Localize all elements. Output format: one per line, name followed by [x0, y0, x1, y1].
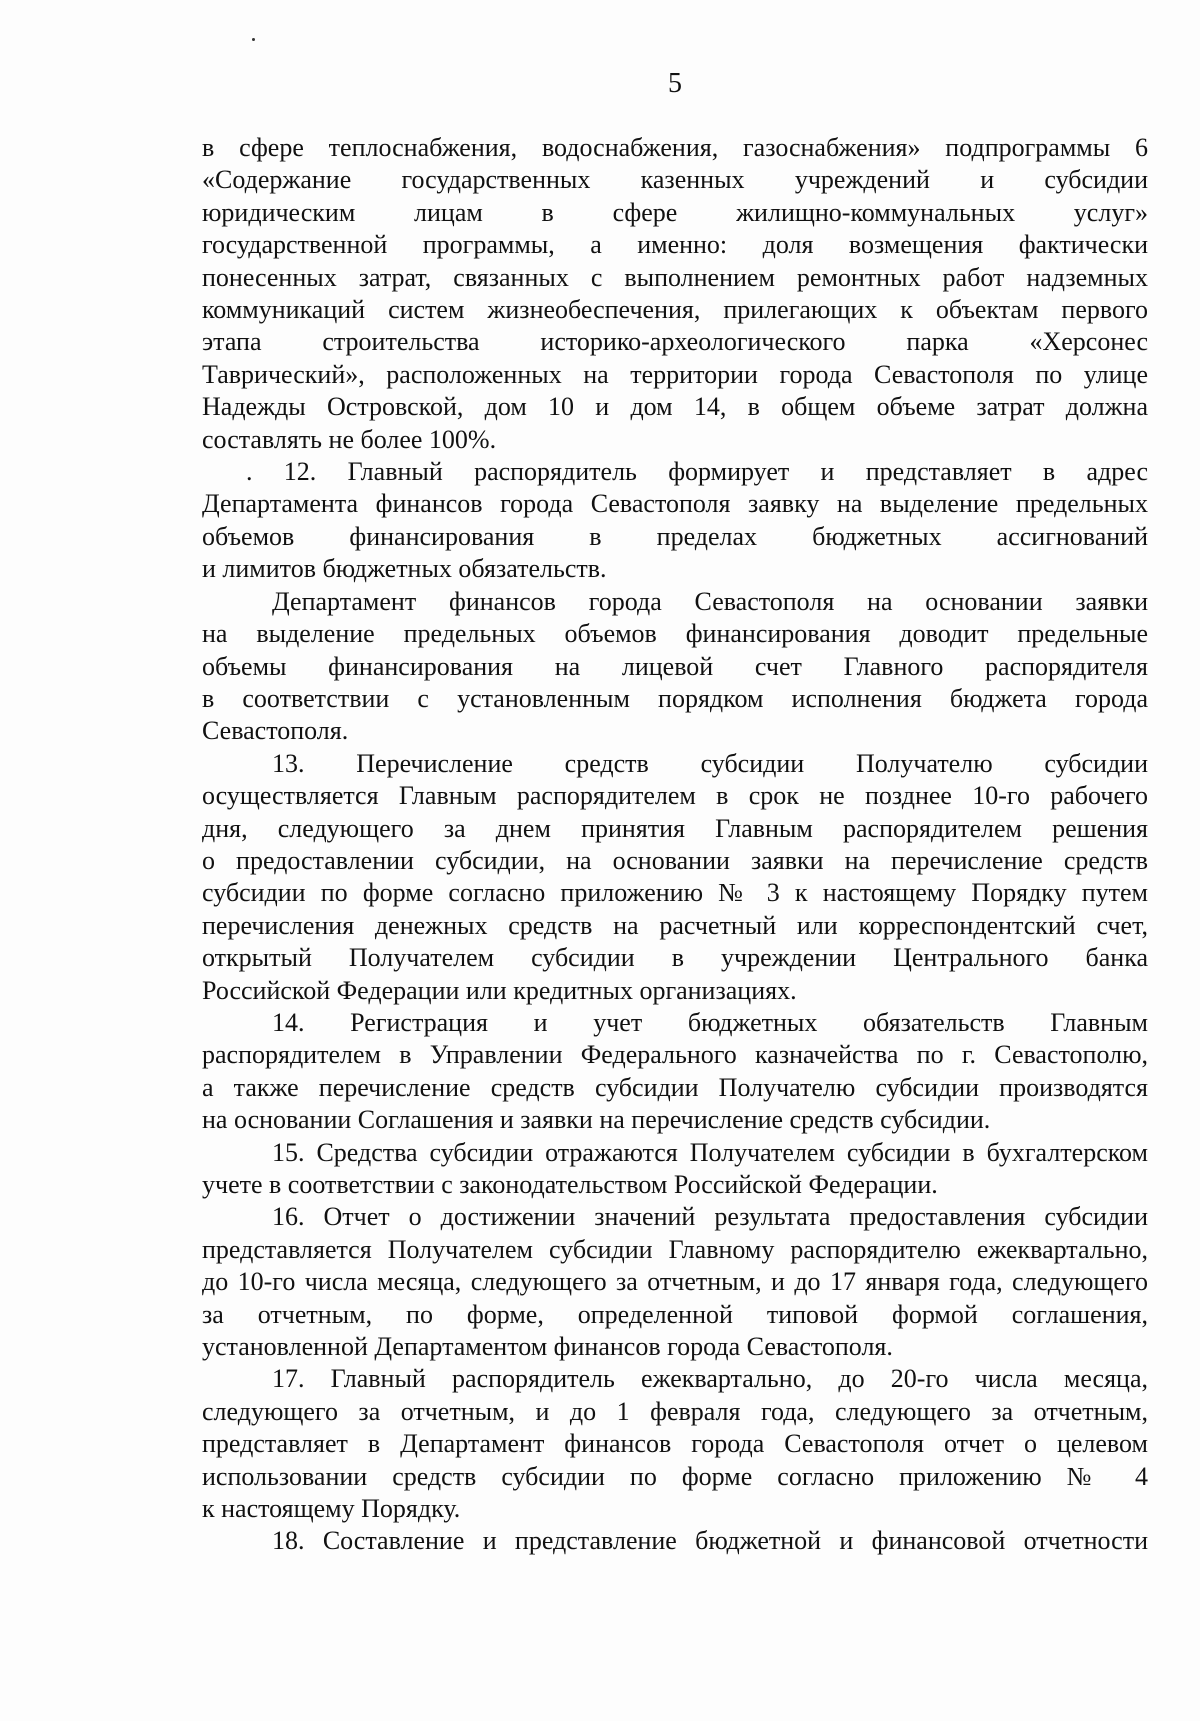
text-line: следующего за отчетным, и до 1 февраля года, следующего за отчетным,: [202, 1396, 1148, 1426]
text-line: использовании средств субсидии по форме согласно приложению № 4: [202, 1461, 1148, 1491]
text-line: распорядителем в Управлении Федерального казначейства по г. Севастополю,: [202, 1040, 1148, 1070]
text-line: перечисления денежных средств на расчетный или корреспондентский счет,: [202, 910, 1148, 940]
text-line: объемов финансирования в пределах бюджетных ассигнований: [202, 521, 1148, 551]
text-line: этапа строительства историко-археологического парка «Херсонес: [202, 327, 1148, 357]
text-line: 15. Средства субсидии отражаются Получателем субсидии в бухгалтерском: [272, 1137, 1148, 1167]
paragraph-18: [202, 1525, 1148, 1557]
text-line: в соответствии с установленным порядком исполнения бюджета города: [202, 683, 1148, 713]
text-line: . 12. Главный распорядитель формирует и представляет в адрес: [246, 457, 1148, 487]
text-line: о предоставлении субсидии, на основании заявки на перечисление средств: [202, 845, 1148, 875]
text-line: установленной Департаментом финансов города Севастополя.: [202, 1332, 893, 1362]
text-line: 17. Главный распорядитель ежеквартально, до 20-го числа месяца,: [272, 1364, 1148, 1394]
paragraph-12: [202, 456, 1148, 586]
text-line: осуществляется Главным распорядителем в срок не позднее 10-го рабочего: [202, 781, 1148, 811]
text-line: 14. Регистрация и учет бюджетных обязательств Главным: [272, 1007, 1148, 1037]
text-line: а также перечисление средств субсидии Получателю субсидии производятся: [202, 1072, 1148, 1102]
text-line: объемы финансирования на лицевой счет Главного распорядителя: [202, 651, 1148, 681]
text-line: в сфере теплоснабжения, водоснабжения, газоснабжения» подпрограммы 6: [202, 133, 1148, 162]
text-line: учете в соответствии с законодательством Российской Федерации.: [202, 1170, 938, 1199]
text-line: Таврический», расположенных на территории города Севастополя по улице: [202, 359, 1148, 389]
text-line: 18. Составление и представление бюджетной и финансовой отчетности: [272, 1526, 1148, 1556]
text-line: понесенных затрат, связанных с выполнением ремонтных работ надземных: [202, 262, 1148, 292]
text-line: 13. Перечисление средств субсидии Получателю субсидии: [272, 748, 1148, 778]
text-line: 16. Отчет о достижении значений результата предоставления субсидии: [272, 1202, 1148, 1232]
text-line: и лимитов бюджетных обязательств.: [202, 554, 607, 584]
text-line: «Содержание государственных казенных учреждений и субсидии: [202, 165, 1148, 195]
text-line: на выделение предельных объемов финансирования доводит предельные: [202, 619, 1148, 649]
text-line: представляет в Департамент финансов города Севастополя отчет о целевом: [202, 1429, 1148, 1459]
text-line: коммуникаций систем жизнеобеспечения, прилегающих к объектам первого: [202, 295, 1148, 325]
text-line: юридическим лицам в сфере жилищно-коммунальных услуг»: [202, 197, 1148, 227]
text-line: на основании Соглашения и заявки на перечисление средств субсидии.: [202, 1105, 991, 1135]
paragraph-12-continued: [202, 586, 1148, 748]
text-line: Департамент финансов города Севастополя на основании заявки: [272, 586, 1148, 616]
paragraph-17: [202, 1363, 1148, 1525]
text-line: Севастополя.: [202, 716, 349, 746]
text-line: за отчетным, по форме, определенной типовой формой соглашения,: [202, 1299, 1148, 1329]
text-line: Российской Федерации или кредитных организациях.: [202, 975, 797, 1005]
text-line: к настоящему Порядку.: [202, 1494, 461, 1524]
paragraph-subprogram-indicator: [202, 132, 1148, 456]
scan-speck: [252, 38, 255, 41]
text-line: представляется Получателем субсидии Главному распорядителю ежеквартально,: [202, 1234, 1148, 1264]
text-line: Надежды Островской, дом 10 и дом 14, в общем объеме затрат должна: [202, 392, 1148, 422]
paragraph-13: [202, 748, 1148, 1007]
text-line: открытый Получателем субсидии в учреждении Центрального банка: [202, 943, 1148, 973]
text-line: субсидии по форме согласно приложению № 3 к настоящему Порядку путем: [202, 878, 1148, 908]
text-line: до 10-го числа месяца, следующего за отчетным, и до 17 января года, следующего: [202, 1267, 1148, 1297]
text-line: Департамента финансов города Севастополя заявку на выделение предельных: [202, 489, 1148, 519]
page-number: 5: [668, 68, 682, 99]
document-body: [202, 132, 1148, 1558]
paragraph-16: [202, 1201, 1148, 1363]
text-line: дня, следующего за днем принятия Главным распорядителем решения: [202, 813, 1148, 843]
paragraph-15: [202, 1137, 1148, 1202]
paragraph-14: [202, 1007, 1148, 1137]
text-line: составлять не более 100%.: [202, 424, 497, 454]
text-line: государственной программы, а именно: доля возмещения фактически: [202, 230, 1148, 260]
